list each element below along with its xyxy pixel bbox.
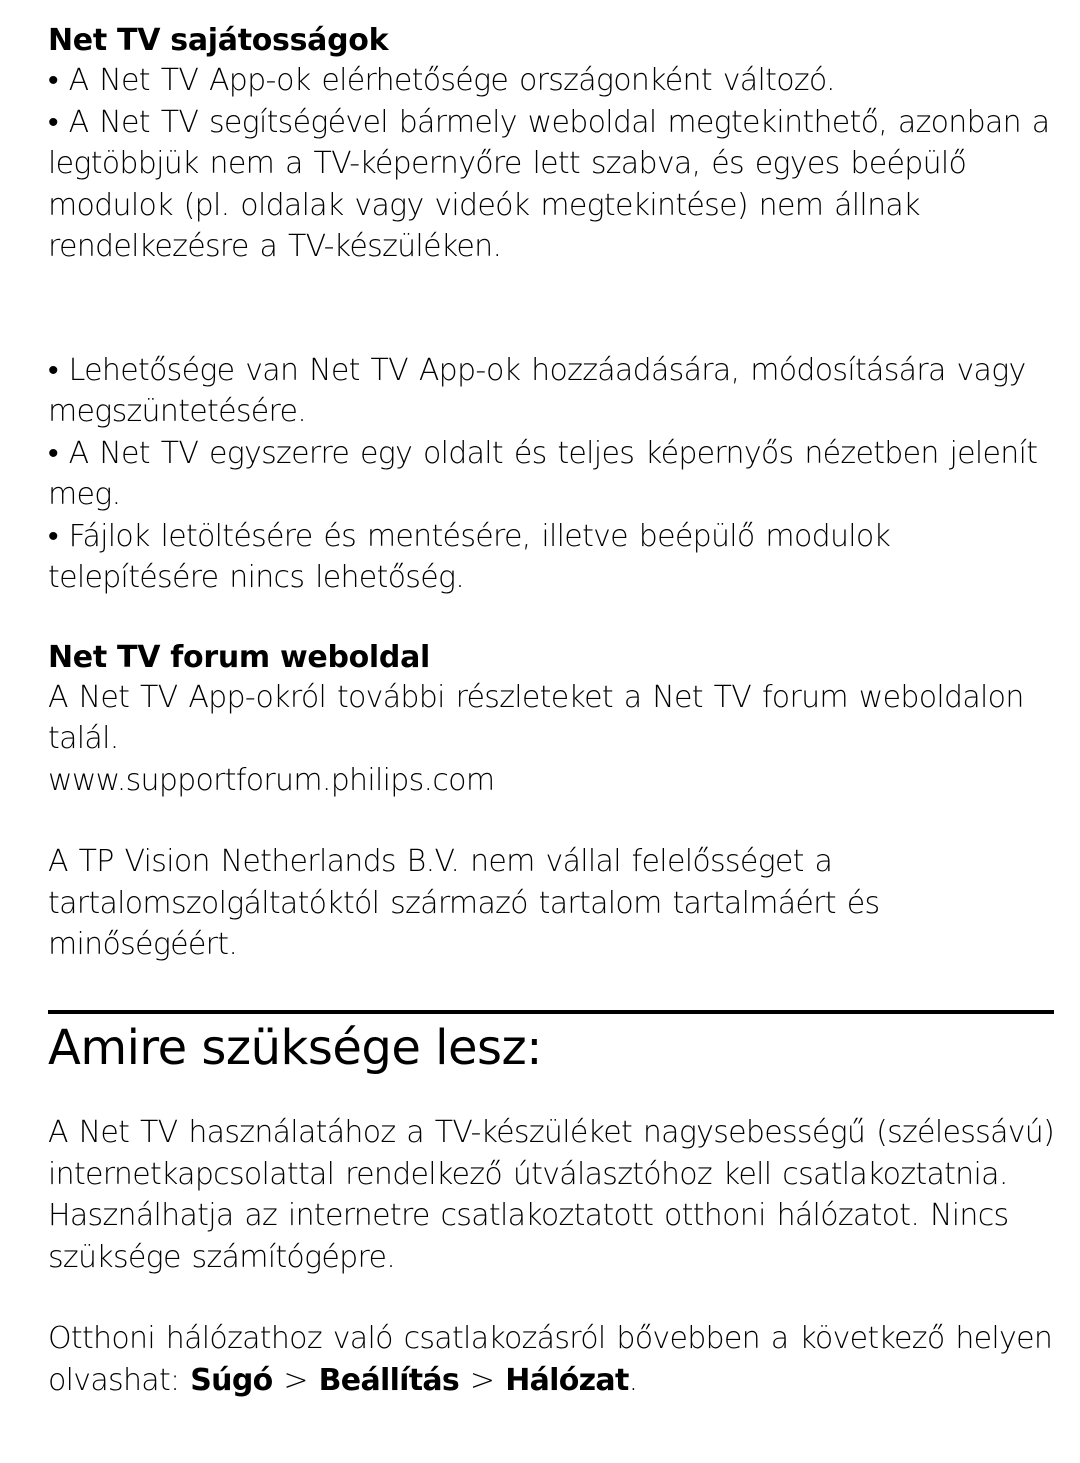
forum-heading: Net TV forum weboldal xyxy=(48,639,431,675)
spacer xyxy=(48,1278,1058,1318)
menu-path-network: Hálózat xyxy=(505,1362,629,1398)
feature-bullet-downloads: • Fájlok letöltésére és mentésére, illetve beépülő modulok telepítésére nincs lehetőség. xyxy=(48,518,891,595)
menu-path-setup: Beállítás xyxy=(318,1362,460,1398)
network-help-text: Otthoni hálózathoz való csatlakozásról bővebben a következő helyen olvashat: xyxy=(48,1321,1053,1398)
feature-bullet-availability: • A Net TV App-ok elérhetősége országonként változó. xyxy=(48,63,835,98)
spacer xyxy=(48,801,1058,841)
menu-path-separator: > xyxy=(459,1362,506,1398)
requirements-section xyxy=(48,1112,1058,1401)
feature-bullet-apps-manage: • Lehetősége van Net TV App-ok hozzáadására, módosítására vagy megszüntetésére. xyxy=(48,352,1026,429)
feature-bullet-fullscreen: • A Net TV egyszerre egy oldalt és teljes képernyős nézetben jelenít meg. xyxy=(48,435,1038,512)
spacer xyxy=(48,599,1058,639)
sentence-end: . xyxy=(628,1362,638,1398)
requirements-heading: Amire szüksége lesz: xyxy=(48,1020,542,1076)
spacer xyxy=(48,268,1058,350)
disclaimer-text: A TP Vision Netherlands B.V. nem vállal felelősséget a tartalomszolgáltatóktól származó tartalom tartalmáért és minőségéért. xyxy=(48,844,880,962)
forum-text: A Net TV App-okról további részleteket a Net TV forum weboldalon talál. xyxy=(48,679,1024,756)
feature-bullet-web-pages: • A Net TV segítségével bármely weboldal megtekinthető, azonban a legtöbbjük nem a TV-képernyőre lett szabva, és egyes beépülő modulok (pl. oldalak vagy videók megtekintése) nem állnak rendelkezésre a TV-készüléken. xyxy=(48,104,1050,264)
features-section xyxy=(48,22,1058,966)
features-heading: Net TV sajátosságok xyxy=(48,23,389,58)
forum-url: www.supportforum.philips.com xyxy=(48,762,495,798)
network-help-paragraph xyxy=(48,1318,1058,1401)
menu-path-help: Súgó xyxy=(190,1362,273,1398)
menu-path-separator: > xyxy=(272,1362,319,1398)
requirements-paragraph: A Net TV használatához a TV-készüléket nagysebességű (szélessávú) internetkapcsolattal rendelkező útválasztóhoz kell csatlakoztatnia. Használhatja az internetre csatlakoztatott otthoni hálózatot. Nincs szüksége számítógépre. xyxy=(48,1115,1055,1275)
section-divider xyxy=(48,1010,1054,1014)
